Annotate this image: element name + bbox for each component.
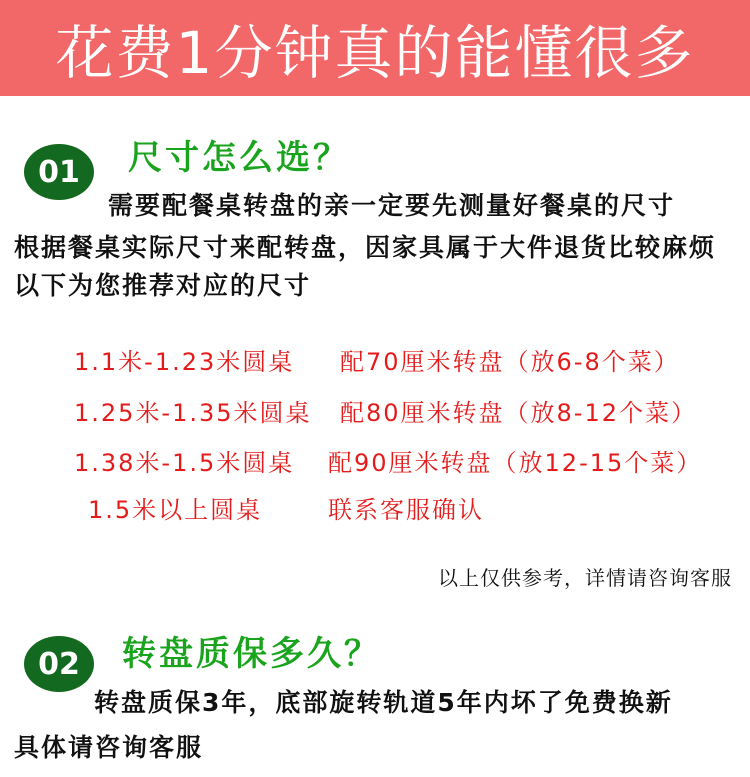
paragraph-line: 需要配餐桌转盘的亲一定要先测量好餐桌的尺寸 [108,191,676,220]
paragraph-line: 具体请咨询客服 [14,733,204,762]
header-banner [0,0,750,96]
section-title: 尺寸怎么选？ [128,138,350,178]
paragraph-line: 转盘质保3年，底部旋转轨道5年内坏了免费换新 [94,688,673,717]
recommendation-row [0,342,750,374]
table-size-text: 1.38米-1.5米圆桌 [74,449,295,477]
tray-size-text: 联系客服确认 [328,496,484,524]
recommendation-row [0,443,750,475]
table-size-text: 1.25米-1.35米圆桌 [74,399,312,427]
banner-title: 花费1分钟真的能懂很多 [55,19,695,87]
tray-size-text: 配80厘米转盘（放8-12个菜） [340,399,698,427]
section-number-badge: 02 [24,636,94,692]
paragraph-line: 以下为您推荐对应的尺寸 [14,271,312,300]
table-size-text: 1.1米-1.23米圆桌 [74,348,295,376]
recommendation-row [0,393,750,425]
recommendation-row [0,490,750,522]
tray-size-text: 配70厘米转盘（放6-8个菜） [340,348,680,376]
section-number-badge: 01 [24,144,94,200]
section-title: 转盘质保多久？ [122,634,381,674]
table-size-text: 1.5米以上圆桌 [88,496,263,524]
tray-size-text: 配90厘米转盘（放12-15个菜） [328,449,703,477]
disclaimer-note: 以上仅供参考，详情请咨询客服 [438,566,732,590]
paragraph-line: 根据餐桌实际尺寸来配转盘，因家具属于大件退货比较麻烦 [14,233,717,262]
